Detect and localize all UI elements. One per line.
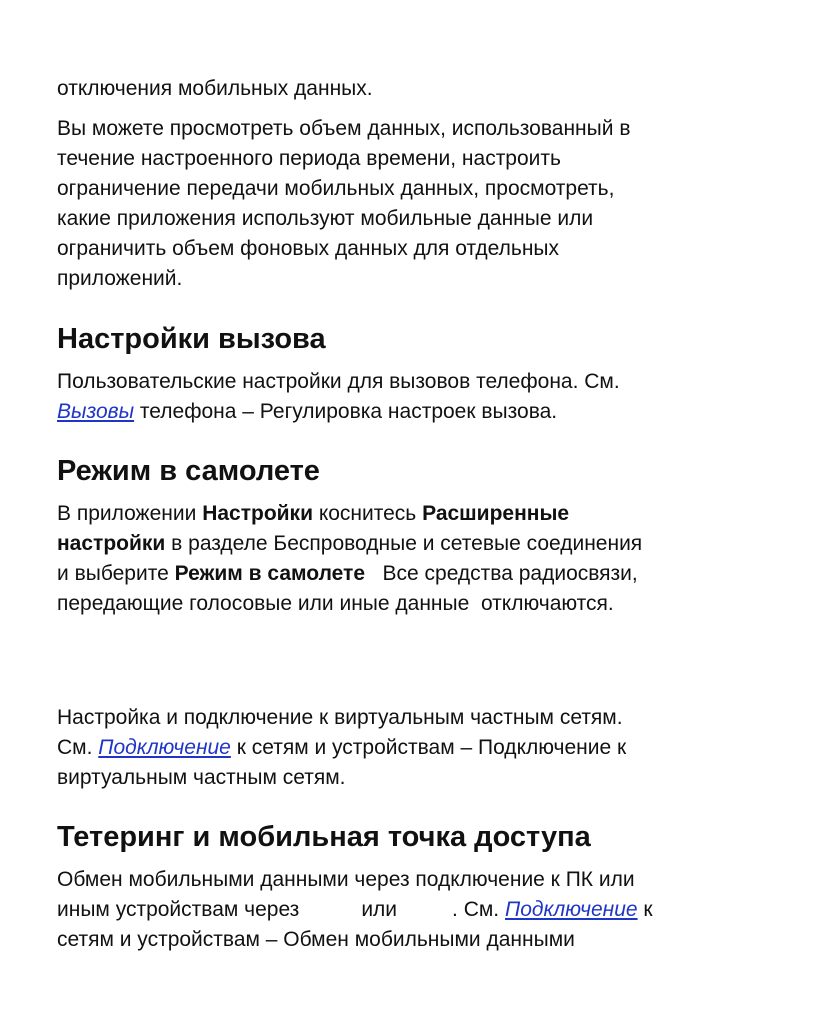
- intro-para-line: ограничить объем фоновых данных для отдельных: [57, 237, 560, 260]
- advanced-settings-label: настройки: [57, 532, 166, 555]
- call-settings-line-rest: телефона – Регулировка настроек вызова.: [134, 400, 558, 423]
- airplane-line: [57, 559, 777, 589]
- airplane-text: Все средства радиосвязи,: [365, 562, 638, 585]
- call-settings-line: [57, 397, 777, 427]
- vpn-paragraph: [57, 703, 777, 793]
- tethering-text: . См.: [452, 898, 505, 921]
- advanced-settings-label: Расширенные: [422, 502, 570, 525]
- airplane-text: и выберите: [57, 562, 175, 585]
- intro-para-line: Вы можете просмотреть объем данных, использованный в: [57, 117, 631, 140]
- tethering-line: сетям и устройствам – Обмен мобильными данными: [57, 928, 575, 951]
- intro-line: отключения мобильных данных.: [57, 77, 373, 100]
- airplane-mode-label: Режим в самолете: [174, 562, 365, 585]
- vpn-text: См.: [57, 736, 99, 759]
- airplane-mode-heading: Режим в самолете: [57, 455, 320, 487]
- intro-para-line: приложений.: [57, 267, 183, 290]
- call-settings-paragraph: [57, 367, 777, 427]
- document-page: [57, 72, 777, 955]
- airplane-text: коснитесь: [312, 502, 423, 525]
- airplane-line: [57, 499, 777, 529]
- airplane-text: В приложении: [57, 502, 203, 525]
- intro-paragraph: [57, 114, 777, 294]
- call-settings-heading: Настройки вызова: [57, 323, 326, 355]
- airplane-line: [57, 529, 777, 559]
- intro-para-line: течение настроенного периода времени, настроить: [57, 147, 561, 170]
- settings-app-name: Настройки: [202, 502, 313, 525]
- airplane-mode-paragraph: [57, 499, 777, 619]
- tethering-text: иным устройствам через: [57, 898, 300, 921]
- airplane-text: в разделе Беспроводные и сетевые соединения: [165, 532, 643, 555]
- vpn-line: виртуальным частным сетям.: [57, 766, 346, 789]
- tethering-text: к: [637, 898, 653, 921]
- airplane-line: передающие голосовые или иные данные отключаются.: [57, 592, 614, 615]
- call-settings-line: Пользовательские настройки для вызовов телефона. См.: [57, 370, 620, 393]
- calls-link[interactable]: Вызовы: [57, 400, 135, 423]
- vpn-line: Настройка и подключение к виртуальным частным сетям.: [57, 706, 623, 729]
- intro-para-line: какие приложения используют мобильные данные или: [57, 207, 594, 230]
- tethering-paragraph: [57, 865, 777, 955]
- connection-link[interactable]: Подключение: [504, 898, 638, 921]
- vpn-line: [57, 733, 777, 763]
- tethering-text: или: [361, 898, 398, 921]
- vpn-text: к сетям и устройствам – Подключение к: [230, 736, 627, 759]
- tethering-line: [57, 895, 777, 925]
- intro-para-line: ограничение передачи мобильных данных, просмотреть,: [57, 177, 615, 200]
- tethering-heading: Тетеринг и мобильная точка доступа: [57, 821, 591, 853]
- connection-link[interactable]: Подключение: [98, 736, 231, 759]
- tethering-line: Обмен мобильными данными через подключение к ПК или: [57, 868, 635, 891]
